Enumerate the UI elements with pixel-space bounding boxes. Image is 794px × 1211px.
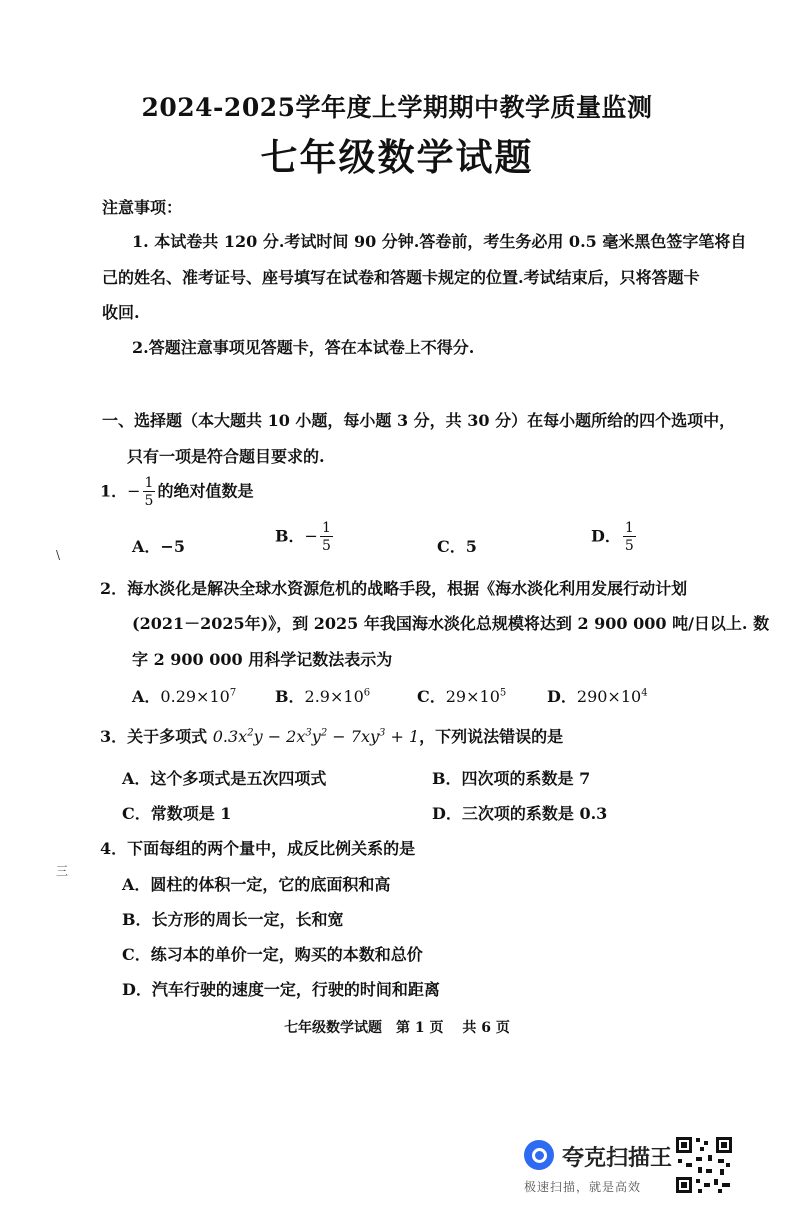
q3-term3: y bbox=[311, 727, 321, 746]
q2-option-b bbox=[275, 684, 370, 707]
q1-option-a: A．−5 bbox=[132, 537, 185, 556]
q1-b-minus: − bbox=[304, 526, 318, 546]
q3-option-d: D．三次项的系数是 0.3 bbox=[432, 804, 608, 823]
margin-mark-1: \ bbox=[56, 548, 61, 562]
q2-stem-line2: (2021－2025年)》，到 2025 年我国海水淡化总规模将达到 2 900 000 吨/日以上. 数 bbox=[132, 614, 770, 633]
q3-term2: y − 2x bbox=[253, 727, 306, 746]
q1-text: 的绝对值数是 bbox=[157, 481, 254, 501]
q2-a-exp: 7 bbox=[229, 687, 237, 699]
q2-b-exp: 6 bbox=[363, 687, 371, 699]
q4-stem: 4．下面每组的两个量中，成反比例关系的是 bbox=[100, 839, 416, 858]
q4-option-b: B．长方形的周长一定，长和宽 bbox=[122, 910, 344, 929]
q3-stem bbox=[100, 724, 563, 747]
q2-a-label: A． bbox=[132, 687, 161, 706]
q3-option-b: B．四次项的系数是 7 bbox=[432, 769, 591, 788]
q3-tail: ，下列说法错误的是 bbox=[419, 727, 564, 746]
q1-option-c: C．5 bbox=[437, 537, 477, 556]
q1-number: 1． bbox=[100, 481, 128, 501]
q3-option-a: A．这个多项式是五次四项式 bbox=[122, 769, 327, 788]
section1-heading: 一、选择题（本大题共 10 小题，每小题 3 分，共 30 分）在每小题所给的四个选项中， bbox=[102, 411, 736, 430]
q2-c-exp: 5 bbox=[499, 687, 507, 699]
q3-exp4: 3 bbox=[379, 727, 386, 739]
q3-exp2: 3 bbox=[305, 727, 312, 739]
q2-d-exp: 4 bbox=[641, 687, 648, 699]
notice-p1-line2: 己的姓名、准考证号、座号填写在试卷和答题卡规定的位置.考试结束后，只将答题卡 bbox=[102, 268, 700, 287]
qr-code-icon bbox=[674, 1135, 734, 1195]
q3-term1: 0.3x bbox=[212, 727, 248, 746]
q1-b-label: B． bbox=[275, 526, 305, 546]
q2-b-label: B． bbox=[275, 687, 305, 706]
notice-p1-line3: 收回. bbox=[102, 303, 140, 322]
q1-option-d bbox=[591, 521, 638, 553]
scanner-slogan: 极速扫描，就是高效 bbox=[524, 1180, 642, 1194]
q1-d-den: 5 bbox=[624, 538, 634, 554]
q1-minus: − bbox=[127, 481, 141, 501]
scanner-logo-icon bbox=[524, 1140, 554, 1170]
q2-c-base: 29×10 bbox=[445, 687, 500, 706]
margin-mark-2: 三 bbox=[56, 864, 69, 878]
q3-term4: − 7xy bbox=[327, 727, 380, 746]
q1-b-fraction bbox=[320, 521, 333, 553]
q3-exp1: 2 bbox=[247, 727, 254, 739]
exam-subtitle: 2024-2025学年度上学期期中教学质量监测 bbox=[141, 93, 653, 122]
q2-d-label: D． bbox=[547, 687, 577, 706]
q1-frac-num: 1 bbox=[144, 475, 154, 491]
notice-p1-line1: 1. 本试卷共 120 分.考试时间 90 分钟.答卷前，考生务必用 0.5 毫米黑色签字笔将自 bbox=[132, 232, 747, 251]
q2-c-label: C． bbox=[417, 687, 446, 706]
q4-option-d: D．汽车行驶的速度一定，行驶的时间和距离 bbox=[122, 980, 440, 999]
q3-term5: + 1 bbox=[385, 727, 420, 746]
question-1-stem bbox=[100, 476, 253, 508]
q3-option-c: C．常数项是 1 bbox=[122, 804, 232, 823]
q1-d-fraction bbox=[623, 521, 636, 553]
q3-exp3: 2 bbox=[320, 727, 328, 739]
q1-b-num: 1 bbox=[321, 520, 331, 536]
q2-stem-line3: 字 2 900 000 用科学记数法表示为 bbox=[132, 650, 393, 669]
q2-stem-line1: 2．海水淡化是解决全球水资源危机的战略手段，根据《海水淡化利用发展行动计划 bbox=[100, 579, 688, 598]
q1-fraction bbox=[143, 476, 156, 508]
page-footer: 七年级数学试题 第 1 页 共 6 页 bbox=[284, 1020, 510, 1036]
q2-option-c bbox=[417, 684, 506, 707]
scanner-watermark bbox=[524, 1140, 674, 1200]
q1-frac-den: 5 bbox=[144, 493, 154, 509]
notice-heading: 注意事项： bbox=[102, 198, 183, 217]
q1-b-den: 5 bbox=[321, 538, 331, 554]
notice-p2: 2.答题注意事项见答题卡，答在本试卷上不得分. bbox=[132, 338, 475, 357]
q3-polynomial bbox=[213, 727, 419, 746]
section1-heading-cont: 只有一项是符合题目要求的. bbox=[127, 447, 325, 466]
q1-d-label: D． bbox=[591, 526, 621, 546]
q2-option-d bbox=[547, 684, 648, 707]
q4-option-c: C．练习本的单价一定，购买的本数和总价 bbox=[122, 945, 423, 964]
q2-option-a bbox=[132, 684, 236, 707]
scanner-brand-name: 夸克扫描王 bbox=[562, 1146, 673, 1171]
q1-option-b bbox=[275, 521, 335, 553]
q2-d-base: 290×10 bbox=[576, 687, 642, 706]
q3-number: 3．关于多项式 bbox=[100, 727, 213, 746]
q4-option-a: A．圆柱的体积一定，它的底面积和高 bbox=[122, 875, 391, 894]
exam-title: 七年级数学试题 bbox=[260, 135, 534, 179]
q2-b-base: 2.9×10 bbox=[304, 687, 364, 706]
q1-d-num: 1 bbox=[624, 520, 634, 536]
q2-a-base: 0.29×10 bbox=[160, 687, 230, 706]
